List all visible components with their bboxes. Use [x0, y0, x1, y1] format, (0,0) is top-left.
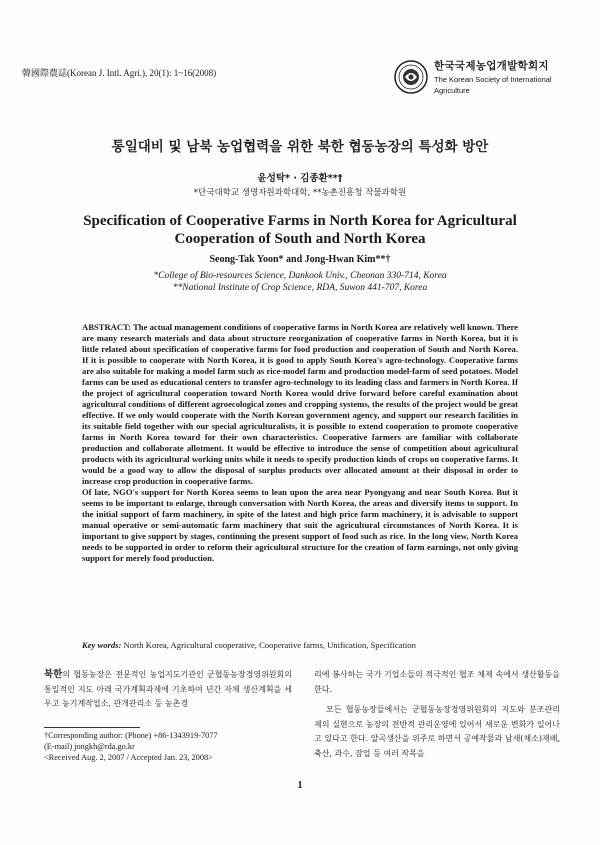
society-name-english-2: Agriculture	[434, 86, 470, 95]
english-affiliation-2: **National Institute of Crop Science, RDA, Suwon 441-707, Korea	[172, 283, 428, 293]
journal-reference: 韓國際農誌(Korean J. Intl. Agri.), 20(1): 1~16(2008)	[22, 68, 217, 78]
keywords	[82, 640, 518, 650]
society-seal-icon	[394, 60, 428, 94]
english-authors: Seong-Tak Yoon* and Jong-Hwan Kim**†	[209, 254, 391, 265]
footnote-email: (E-mail) jongkh@rda.go.kr	[44, 742, 135, 751]
society-name-english-1: The Korean Society of International	[434, 75, 552, 84]
abstract	[82, 322, 518, 564]
footnote-received-date: <Received Aug. 2, 2007 / Accepted Jan. 23, 2008>	[44, 753, 213, 762]
footnote-corresponding-author: †Corresponding author: (Phone) +86-1343919-7077	[44, 731, 218, 740]
footnote-divider	[44, 727, 140, 728]
page-number: 1	[297, 780, 303, 791]
society-name	[434, 58, 584, 95]
body-column-left	[44, 668, 292, 712]
body-right-paragraph-2: 모든 협동농장들에서는 군협동농장경영위원회의 지도와 분조관리제의 실현으로 농장의 전반적 관리운영에 있어서 새로운 변화가 일어나고 있다고 한다. 알곡생산을 위주로 하면서 공예작물과 남새(채소)재배, 축산, 과수, 잠업 등 여러 작목을	[314, 705, 560, 758]
body-column-right	[314, 668, 560, 767]
korean-title: 통일대비 및 남북 농업협력을 위한 북한 협동농장의 특성화 방안	[111, 139, 489, 155]
english-title: Specification of Cooperative Farms in North Korea for Agricultural Cooperation of South and North Korea	[83, 213, 517, 247]
korean-authors: 윤성탁* · 김종환**†	[257, 173, 343, 184]
korean-affiliations: *단국대학교 생명자원과학대학, **농촌진흥청 작물과학원	[193, 188, 407, 198]
footnote	[44, 730, 294, 763]
keywords-label: Key words:	[82, 640, 122, 650]
body-right-paragraph-1: 리에 봉사하는 국가 기업소들의 적극적인 협조 체제 속에서 생산활동을 한다.	[314, 670, 560, 694]
abstract-paragraph-2: Of late, NGO's support for North Korea seems to lean upon the area near Pyongyang and near South Korea. But it seems to be important to enlarge, through conversation with North Korea, the areas and diversify items to support. In the initial support of farm machinery, in spite of the latest and high price farm machinery, it is advisable to support manual operative or semi-automatic farm machinery that suit the agricultural circumstances of North Korea. It is important to give support by stages, continuing the present support of food such as rice. In the long view, North Korea needs to be supported in order to reform their agricultural structure for the creation of farm earnings, not only giving support for merely food production.	[82, 487, 518, 563]
english-affiliations	[0, 270, 600, 294]
body-left-text: 의 협동농장은 전문적인 농업지도기관인 군협동농장경영위원회의 통일적인 지도 아래 국가계획과제에 기초하여 년간 자체 생산계획을 세우고 농기계작업소, 관개관리소 등 농촌경	[44, 670, 292, 708]
keywords-list: North Korea, Agricultural cooperative, Cooperative farms, Unification, Specification	[123, 640, 416, 650]
society-logo-block	[394, 56, 584, 102]
english-affiliation-1: *College of Bio-resources Science, Dankook Univ., Cheonan 330-714, Korea	[153, 271, 447, 281]
body-lead-word: 북한	[44, 669, 63, 680]
society-name-korean: 한국국제농업개발학회지	[434, 60, 549, 72]
abstract-paragraph-1: ABSTRACT: The actual management conditions of cooperative farms in North Korea are relatively well known. There are many research materials and data about structure reorganization of cooperative farms in North Korea, but it is little related about specification of cooperative farms for food production and cooperation of South and North Korea. If it is possible to cooperate with North Korea, it is good to apply South Korea's agro-technology. Cooperative farms are also suitable for making a model farm such as rice-model farm and production model-farm of seed potatoes. Model farms can be used as educational centers to transfer agro-technology to its leading class and farmers in North Korea. If the project of agricultural cooperation toward North Korea would drive forward before careful examination about agricultural conditions of different agroecological zones and cropping systems, the results of the project would be great effective. If we only would cooperate with the North Korean government agency, and support our research facilities in its suitable field together with our special agriculturalists, it is possible to extend cooperation to promote cooperative farms in North Korea toward for their own characteristics. Cooperative farmers are familiar with collaborate production and collaborate allotment. It would be effective to introduce the sense of competition about agricultural products with its agricultural working units while it needs to specify production kinds of crops on cooperative farms. It would be a good way to allow the disposal of surplus products over allocated amount at their disposal in order to increase crop production in cooperative farms.	[82, 322, 518, 486]
